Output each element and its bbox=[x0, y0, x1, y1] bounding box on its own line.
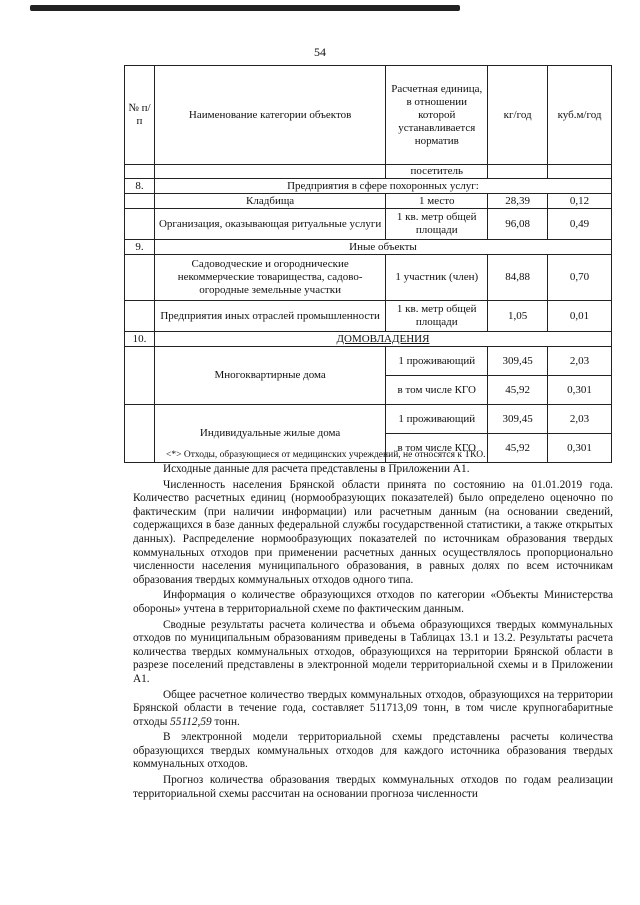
paragraph: В электронной модели территориальной схемы представлены расчеты количества образующихся твердых коммунальных отходов для каждого источника образования твердых коммунальных отходов. bbox=[133, 731, 613, 771]
paragraph: Информация о количестве образующихся отходов по категории «Объекты Министерства обороны» учтена в территориальной схеме по фактическим данным. bbox=[133, 589, 613, 615]
paragraph: Сводные результаты расчета количества и объема образующихся твердых коммунальных отходов по муниципальным образованиям приведены в Таблицах 13.1 и 13.2. Результаты расчета количества твердых коммунальных отходов, образующихся на территории Брянской области в разрезе поселений представлены в электронной модели территориальной схемы и в Приложении А1. bbox=[133, 618, 613, 685]
table-row: Организация, оказывающая ритуальные услуги 1 кв. метр общей площади 96,08 0,49 bbox=[125, 209, 612, 240]
table-footnote: <*> Отходы, образующиеся от медицинских учреждений, не относятся к ТКО. bbox=[166, 450, 486, 460]
paragraph: Исходные данные для расчета представлены в Приложении А1. bbox=[163, 463, 470, 475]
section-title: Предприятия в сфере похоронных услуг: bbox=[154, 179, 611, 194]
scan-top-bar bbox=[30, 5, 460, 11]
table-row: Предприятия иных отраслей промышленности 1 кв. метр общей площади 1,05 0,01 bbox=[125, 301, 612, 332]
table-row: в том числе КГО 45,92 0,301 bbox=[125, 376, 612, 405]
continued-unit: посетитель bbox=[386, 165, 488, 179]
table-row: Садоводческие и огороднические некоммерческие товарищества, садово-огородные земельные участки 1 участник (член) 84,88 0,70 bbox=[125, 255, 612, 301]
paragraph: Прогноз количества образования твердых коммунальных отходов по годам реализации территориальной схемы рассчитан на основании прогноза численности bbox=[133, 774, 613, 800]
paragraph: Общее расчетное количество твердых коммунальных отходов, образующихся на территории Брянской области в течение года, составляет 511713,09 тонн, в том числе крупногабаритные отходы 55112,59 тонн. bbox=[133, 688, 613, 728]
table-row: Кладбища 1 место 28,39 0,12 bbox=[125, 194, 612, 209]
table-row: Индивидуальные жилые дома 1 проживающий 309,45 2,03 bbox=[125, 405, 612, 434]
header-m3: куб.м/год bbox=[548, 66, 612, 165]
table-row bbox=[125, 165, 612, 179]
body-text bbox=[133, 463, 613, 801]
table-header-row bbox=[125, 66, 612, 165]
table-row: Многоквартирные дома 1 проживающий 309,45 2,03 bbox=[125, 347, 612, 376]
section-row: 9. Иные объекты bbox=[125, 240, 612, 255]
header-num: № п/п bbox=[125, 66, 155, 165]
header-name: Наименование категории объектов bbox=[154, 66, 385, 165]
paragraph: Численность населения Брянской области принята по состоянию на 01.01.2019 года. Количество расчетных единиц (нормообразующих показателей) было определено оценочно по фактическим (при наличии информации) или расчетным данным (на основании сведений, содержащихся в базе данных федеральной службы государственной статистики, а также открытых данных). Распределение нормообразующих показателей по источникам образования твердых коммунальных отходов при применении расчетных данных осуществлялось пропорционально численности населения муниципального образования, в равных долях по всем источникам образования твердых коммунальных отходов одного типа. bbox=[133, 478, 613, 586]
table-row: в том числе КГО 45,92 0,301 bbox=[125, 434, 612, 463]
section-row bbox=[125, 179, 612, 194]
section-num: 8. bbox=[125, 179, 155, 194]
section-row: 10. ДОМОВЛАДЕНИЯ bbox=[125, 332, 612, 347]
norms-table bbox=[124, 65, 612, 463]
header-unit: Расчетная единица, в отношении которой устанавливается норматив bbox=[386, 66, 488, 165]
page-number: 54 bbox=[314, 45, 326, 59]
bulky-waste-value: 55112,59 bbox=[170, 715, 212, 728]
header-kg: кг/год bbox=[488, 66, 548, 165]
